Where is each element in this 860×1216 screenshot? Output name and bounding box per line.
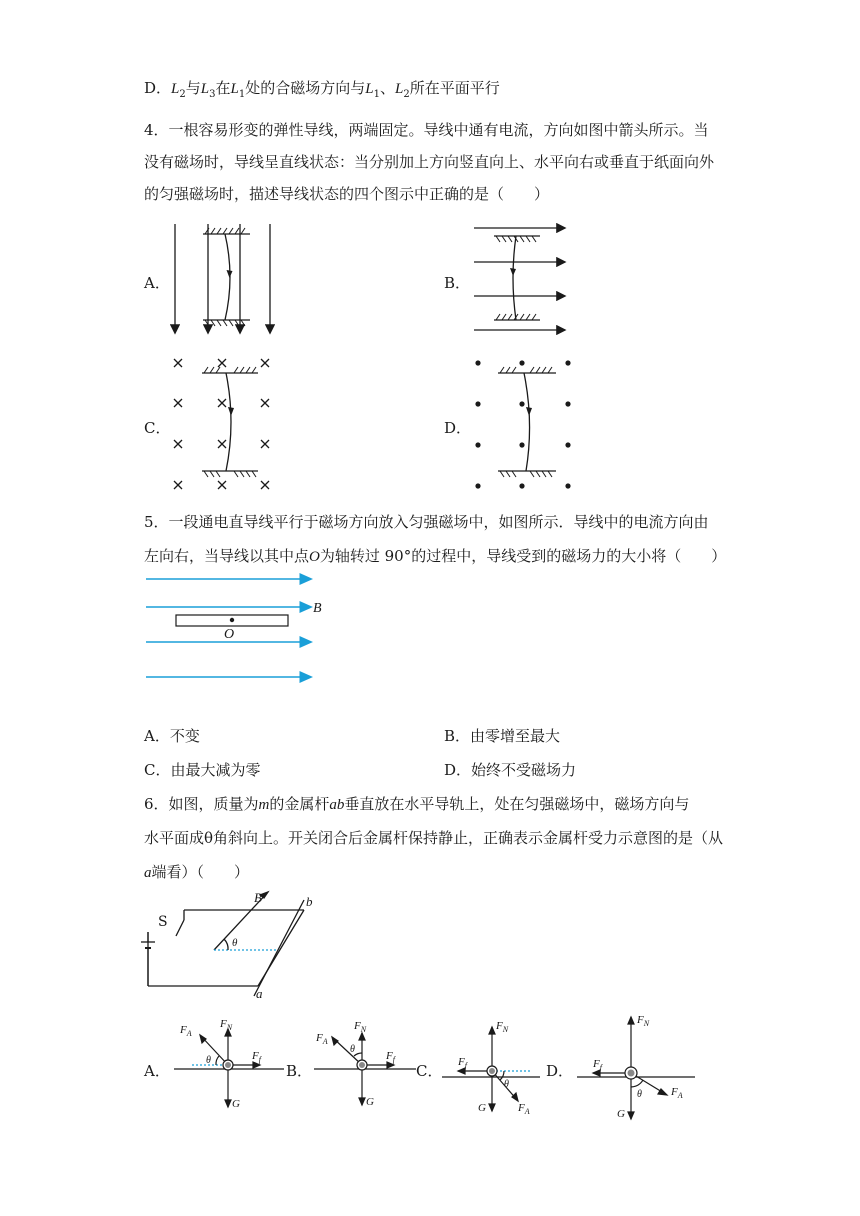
q6-d-theta-label: θ (637, 1089, 642, 1100)
q5-stem-line1: 5．一段通电直导线平行于磁场方向放入匀强磁场中，如图所示．导线中的电流方向由 (144, 513, 709, 531)
q6-c-fn-label: $F_N$ (496, 1020, 509, 1034)
q6-b-theta-label: θ (350, 1044, 355, 1055)
q5-option-b: B．由零增至最大 (444, 727, 561, 745)
q5-figure (144, 570, 344, 685)
q4-stem-line3: 的匀强磁场时，描述导线状态的四个图示中正确的是（ ） (144, 185, 550, 203)
q4-stem-line1: 4．一根容易形变的弹性导线，两端固定。导线中通有电流，方向如图中箭头所示。当 (144, 121, 709, 139)
q6-c-theta-label: θ (504, 1079, 509, 1090)
q6-force-diagram-c (440, 1015, 545, 1115)
q4-figure-d (470, 355, 580, 495)
q5-option-c: C．由最大减为零 (144, 761, 261, 779)
q6-a-fn-label: $F_N$ (220, 1018, 233, 1032)
q5-center-label: O (224, 627, 235, 642)
q6-a-g-label: G (232, 1098, 240, 1110)
q4-option-b-label: B． (444, 274, 471, 292)
q4-stem-line2: 没有磁场时，导线呈直线状态：当分别加上方向竖直向上、水平向右或垂直于纸面向外 (144, 153, 715, 171)
q6-b-g-label: G (366, 1096, 374, 1108)
q6-field-label: B (254, 890, 262, 905)
q4-figure-b (472, 220, 572, 340)
q6-b-fa-label: $F_A$ (316, 1032, 328, 1046)
q5-option-a: A．不变 (144, 727, 200, 745)
q5-option-d: D．始终不受磁场力 (444, 761, 577, 779)
q6-circuit-figure (144, 888, 324, 1003)
q6-d-fa-label: $F_A$ (671, 1086, 683, 1100)
q6-stem-line1: 6．如图，质量为m的金属杆ab垂直放在水平导轨上，处在匀强磁场中，磁场方向与 (144, 795, 690, 813)
q6-a-fa-label: $F_A$ (180, 1024, 192, 1038)
q6-option-a-label: A． (144, 1062, 170, 1080)
q6-switch-label: S (158, 914, 168, 930)
q6-a-ff-label: $F_f$ (252, 1050, 261, 1064)
q5-stem-line2: 左向右，当导线以其中点O为轴转过 90°的过程中，导线受到的磁场力的大小将（ ） (144, 547, 727, 565)
q4-figure-c (170, 355, 280, 495)
q4-option-d-label: D． (444, 419, 472, 437)
q6-theta-label: θ (232, 937, 238, 949)
q6-c-g-label: G (478, 1102, 486, 1114)
q6-stem-line3: a端看）（ ） (144, 863, 250, 881)
q6-force-diagram-d (575, 1005, 700, 1125)
q6-c-ff-label: $F_f$ (458, 1056, 467, 1070)
q6-force-diagram-b (312, 1015, 422, 1115)
q4-option-c-label: C． (144, 419, 171, 437)
q5-field-label: B (313, 601, 322, 616)
q6-d-fn-label: $F_N$ (637, 1014, 650, 1028)
q6-force-diagram-a (172, 1015, 287, 1115)
q6-c-fa-label: $F_A$ (518, 1102, 530, 1116)
q4-figure-a (165, 220, 285, 340)
q6-b-ff-label: $F_f$ (386, 1050, 395, 1064)
q6-a-label: a (256, 986, 263, 1001)
q3-option-d: D．$L_2$与$L_3$在$L_1$处的合磁场方向与$L_1$、$L_2$所在平面平行 (144, 79, 500, 100)
q6-option-b-label: B． (286, 1062, 313, 1080)
q6-b-fn-label: $F_N$ (354, 1020, 367, 1034)
q6-stem-line2: 水平面成θ角斜向上。开关闭合后金属杆保持静止，正确表示金属杆受力示意图的是（从 (144, 829, 724, 847)
q6-option-c-label: C． (416, 1062, 443, 1080)
q6-option-d-label: D． (546, 1062, 574, 1080)
q6-d-g-label: G (617, 1108, 625, 1120)
q6-a-theta-label: θ (206, 1055, 211, 1066)
q6-b-label: b (306, 894, 313, 909)
q6-d-ff-label: $F_f$ (593, 1058, 602, 1072)
q4-option-a-label: A． (144, 274, 170, 292)
